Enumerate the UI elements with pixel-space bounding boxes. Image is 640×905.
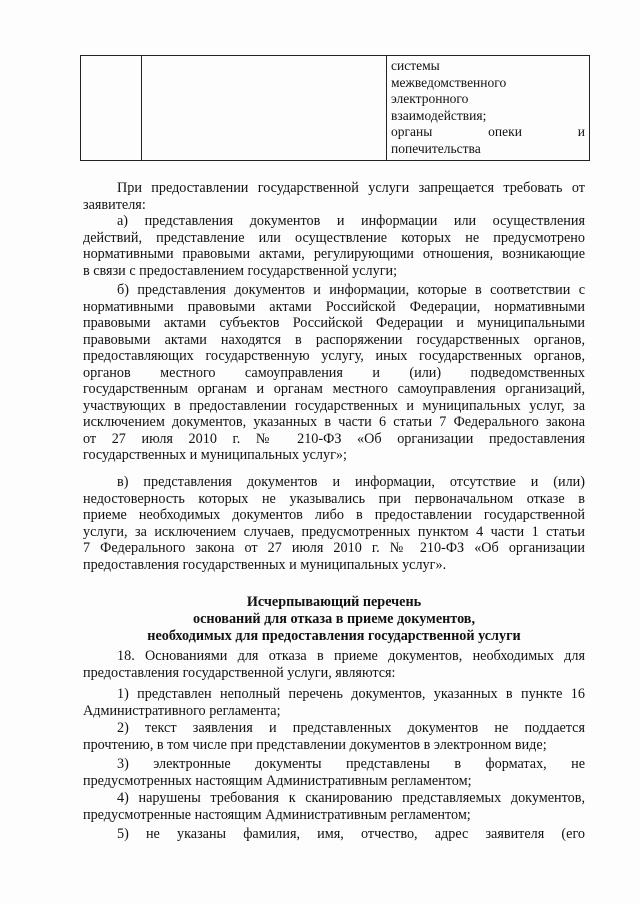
heading-line: необходимых для предоставления государственной услуги [147, 628, 521, 644]
text-line: приеме необходимых документов либо в предоставлении государственной [83, 507, 585, 523]
text-line: предусмотренных настоящим Административным регламентом; [83, 772, 472, 789]
paragraph-b [83, 282, 585, 464]
list-item-1 [83, 686, 585, 719]
text-line: предоставления государственных и муниципальных услуг». [83, 556, 447, 573]
text-line: недостоверность которых не указывались при первоначальном отказе в [83, 490, 585, 507]
table-cell-2 [142, 56, 387, 161]
text-line: а) представления документов и информации или осуществления [117, 213, 585, 229]
text-line: предоставляющих государственную услугу, иных государственных органов, [83, 348, 585, 364]
text-line: 5) не указаны фамилия, имя, отчество, адрес заявителя (его [117, 826, 585, 842]
cell-word: опеки [488, 124, 522, 139]
list-item-4 [83, 790, 585, 823]
text-line: нормативными правовыми актами, регулирующими отношения, возникающие [83, 246, 585, 262]
section-heading [83, 594, 585, 645]
text-line: 7 Федерального закона от 27 июля 2010 г. № 210-ФЗ «Об организации [83, 540, 585, 556]
text-line: правовыми актами находятся в распоряжении государственных органов, [83, 331, 585, 348]
text-line: государственных и муниципальных услуг»; [83, 447, 347, 463]
text-line: предусмотренные настоящим Административным регламентом; [83, 806, 471, 823]
list-item-3 [83, 756, 585, 789]
cell-line: межведомственного [391, 74, 507, 90]
paragraph-v [83, 474, 585, 573]
table-cell-1 [81, 56, 142, 161]
heading-line: оснований для отказа в приеме документов, [192, 611, 476, 627]
text-line: 1) представлен неполный перечень документов, указанных в пункте 16 [117, 686, 585, 702]
text-line: 4) нарушены требования к сканированию представляемых документов, [117, 790, 585, 806]
text-line: услуги, за исключением случаев, предусмотренных пунктом 4 части 1 статьи [83, 523, 585, 540]
text-line: действий, представление или осуществление которых не предусмотрено [83, 229, 585, 246]
cell-line-justified [391, 124, 585, 141]
table-fragment [80, 55, 590, 161]
text-line: правовыми актами субъектов Российской Федерации и муниципальными [83, 315, 585, 331]
table-row [81, 56, 590, 161]
text-line: в связи с предоставлением государственной услуги; [83, 262, 398, 279]
text-line: 3) электронные документы представлены в форматах, не [117, 756, 585, 772]
heading-line: Исчерпывающий перечень [246, 594, 422, 610]
paragraph-a [83, 213, 585, 279]
table-cell-3 [387, 56, 590, 161]
paragraph-intro [83, 180, 585, 213]
paragraph-18 [83, 648, 585, 681]
cell-line: попечительства [391, 140, 481, 156]
text-line: в) представления документов и информации, отсутствие и (или) [117, 474, 585, 490]
text-line: 2) текст заявления и представленных документов не поддается [117, 720, 585, 736]
list-item-2 [83, 720, 585, 753]
text-line: нормативными правовыми актами Российской Федерации, нормативными [83, 298, 585, 315]
text-line: исключением документов, указанных в части 6 статьи 7 Федерального закона [83, 414, 585, 430]
text-line: государственным органам и органам местного самоуправления организаций, [83, 381, 585, 397]
text-line: участвующих в предоставлении государственных и муниципальных услуг, за [83, 397, 585, 414]
text-line: прочтению, в том числе при представлении документов в электронном виде; [83, 736, 547, 753]
cell-line: электронного [391, 91, 469, 106]
text-line: Административного регламента; [83, 702, 281, 719]
text-line: органов местного самоуправления и (или) подведомственных [83, 364, 585, 381]
text-line: от 27 июля 2010 г. № 210-ФЗ «Об организации предоставления [83, 430, 585, 447]
cell-line: взаимодействия; [391, 107, 487, 123]
text-line: 18. Основаниями для отказа в приеме документов, необходимых для [117, 648, 585, 664]
text-line: предоставления государственной услуги, являются: [83, 664, 396, 681]
text-line: б) представления документов и информации, которые в соответствии с [117, 282, 585, 298]
cell-word: органы [391, 124, 433, 139]
cell-line: системы [391, 58, 440, 73]
cell-word: и [577, 124, 585, 139]
text-line: При предоставлении государственной услуги запрещается требовать от [117, 180, 585, 196]
list-item-5 [83, 826, 585, 843]
text-line: заявителя: [83, 196, 146, 213]
